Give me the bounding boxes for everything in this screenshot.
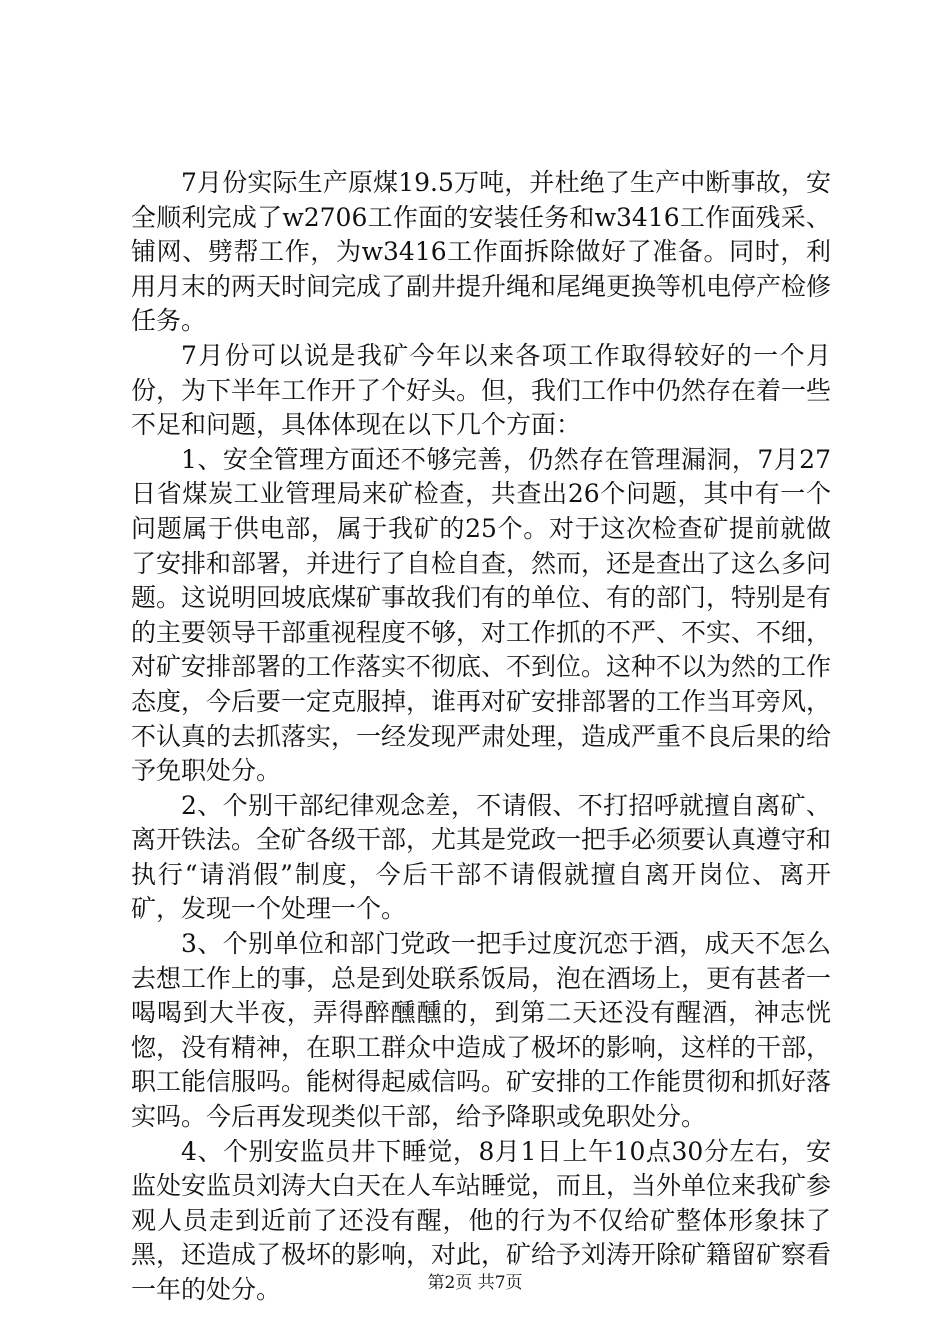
paragraph-production-summary: 7月份实际生产原煤19.5万吨，并杜绝了生产中断事故，安全顺利完成了w2706工作面的安装任务和w3416工作面残采、铺网、劈帮工作，为w3416工作面拆除做好了准备。同时，利用月末的两天时间完成了副井提升绳和尾绳更换等机电停产检修任务。 [131,168,832,336]
paragraph-overview-issues: 7月份可以说是我矿今年以来各项工作取得较好的一个月份，为下半年工作开了个好头。但，我们工作中仍然存在着一些不足和问题，具体体现在以下几个方面： [131,340,832,440]
page-number-footer: 第2页 共7页 [427,1273,523,1293]
paragraph-issue-drinking: 3、个别单位和部门党政一把手过度沉恋于酒，成天不怎么去想工作上的事，总是到处联系饭局，泡在酒场上，更有甚者一喝喝到大半夜，弄得醉醺醺的，到第二天还没有醒酒，神志恍惚，没有精神，在职工群众中造成了极坏的影响，这样的干部，职工能信服吗。能树得起威信吗。矿安排的工作能贯彻和抓好落实吗。今后再发现类似干部，给予降职或免职处分。 [131,929,832,1132]
paragraph-issue-discipline: 2、个别干部纪律观念差，不请假、不打招呼就擅自离矿、离开铁法。全矿各级干部，尤其是党政一把手必须要认真遵守和执行“请消假”制度，今后干部不请假就擅自离开岗位、离开矿，发现一个处理一个。 [131,790,832,924]
document-body [131,166,831,1308]
paragraph-issue-safety-inspector: 4、个别安监员井下睡觉，8月1日上午10点30分左右，安监处安监员刘涛大白天在人车站睡觉，而且，当外单位来我矿参观人员走到近前了还没有醒，他的行为不仅给矿整体形象抹了黑，还造成了极坏的影响，对此，矿给予刘涛开除矿籍留矿察看一年的处分。 [131,1136,832,1304]
paragraph-issue-safety-management: 1、安全管理方面还不够完善，仍然存在管理漏洞，7月27日省煤炭工业管理局来矿检查，共查出26个问题，其中有一个问题属于供电部，属于我矿的25个。对于这次检查矿提前就做了安排和部署，并进行了自检自查，然而，还是查出了这么多问题。这说明回坡底煤矿事故我们有的单位、有的部门，特别是有的主要领导干部重视程度不够，对工作抓的不严、不实、不细，对矿安排部署的工作落实不彻底、不到位。这种不以为然的工作态度，今后要一定克服掉，谁再对矿安排部署的工作当耳旁风，不认真的去抓落实，一经发现严肃处理，造成严重不良后果的给予免职处分。 [131,444,832,786]
